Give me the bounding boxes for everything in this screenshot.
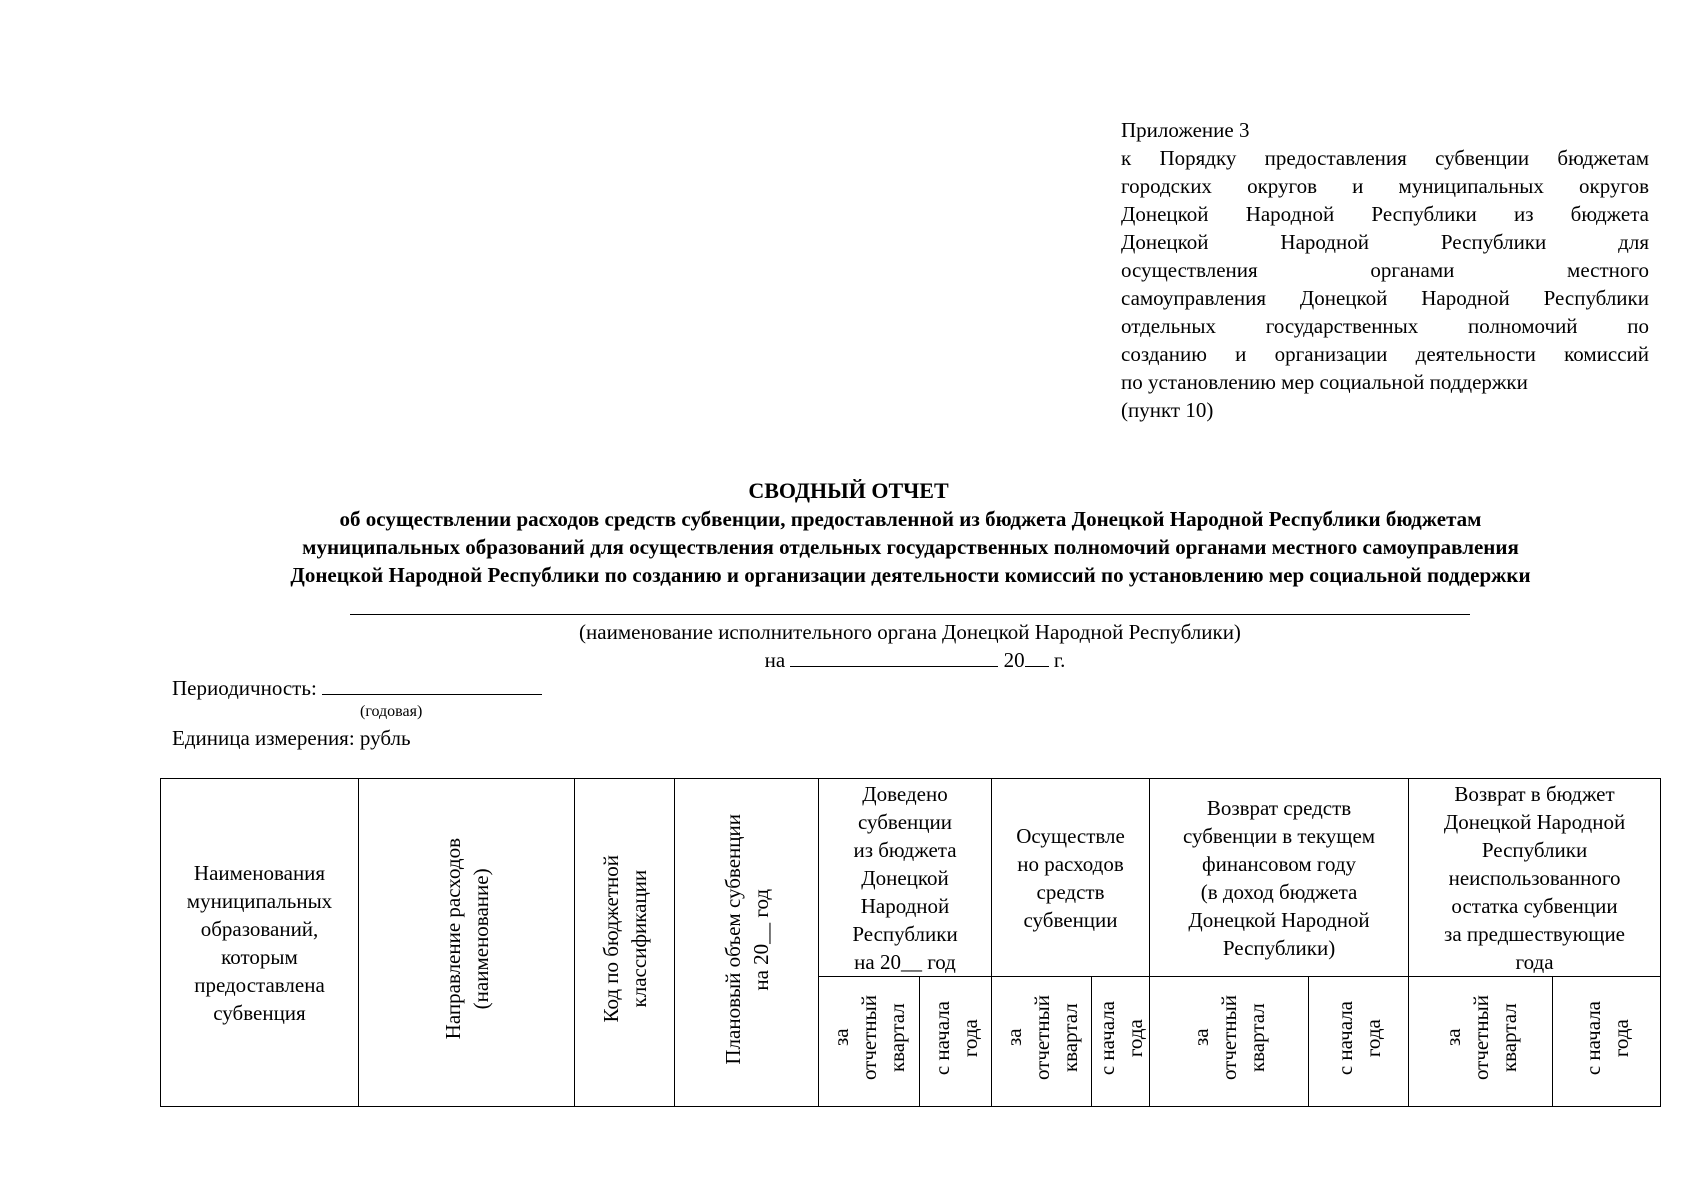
- header-budget-code-text: Код по бюджетной классификации: [598, 855, 651, 1023]
- unit-of-measure: Единица измерения: рубль: [172, 726, 411, 750]
- header-return-previous: Возврат в бюджет Донецкой Народной Республики неиспользованного остатка субвенции за предшествующие года: [1409, 779, 1661, 977]
- year-blank: [1025, 646, 1049, 667]
- date-suffix: г.: [1053, 648, 1066, 672]
- report-subtitle-line: Донецкой Народной Республики по созданию и организации деятельности комиссий по установлению мер социальной поддержки: [290, 563, 1531, 587]
- appendix-line: созданию и организации деятельности комиссий: [1121, 342, 1649, 366]
- org-name-underline: [350, 614, 1470, 615]
- appendix-line: к Порядку предоставления субвенции бюджетам: [1121, 146, 1649, 170]
- header-return-current: Возврат средств субвенции в текущем финансовом году (в доход бюджета Донецкой Народной Республики): [1150, 779, 1409, 977]
- periodicity-row: [172, 674, 542, 702]
- report-title: СВОДНЫЙ ОТЧЕТ: [748, 478, 949, 503]
- header-municipalities: [161, 779, 359, 1107]
- header-direction-text: Направление расходов (наименование): [440, 838, 493, 1040]
- header-planned-volume-text: Плановый объем субвенции на 20__ год: [720, 813, 773, 1065]
- appendix-title: Приложение 3: [1121, 118, 1250, 142]
- header-municipalities-text: Наименования муниципальных образований, которым предоставлена субвенция: [186, 860, 333, 1025]
- appendix-line: осуществления органами местного: [1121, 258, 1649, 282]
- report-subtitle-line: об осуществлении расходов средств субвенции, предоставленной из бюджета Донецкой Народной Республики бюджетам: [339, 507, 1482, 531]
- report-table: [160, 778, 1661, 1107]
- report-date-line: [0, 646, 1697, 674]
- appendix-point: (пункт 10): [1121, 398, 1214, 422]
- header-spent: Осуществле но расходов средств субвенции: [992, 779, 1150, 977]
- periodicity-label: Периодичность:: [172, 676, 317, 700]
- subheader-delivered-quarter: за отчетный квартал: [819, 977, 920, 1107]
- subheader-spent-quarter: за отчетный квартал: [992, 977, 1092, 1107]
- appendix-line: отдельных государственных полномочий по: [1121, 314, 1649, 338]
- appendix-line: городских округов и муниципальных округов: [1121, 174, 1649, 198]
- subheader-return-current-quarter: за отчетный квартал: [1150, 977, 1309, 1107]
- report-subtitle-line: муниципальных образований для осуществления отдельных государственных полномочий органами местного самоуправления: [302, 535, 1519, 559]
- header-planned-volume: [675, 779, 819, 1107]
- report-subtitle: [120, 505, 1697, 589]
- appendix-line: Донецкой Народной Республики для: [1121, 230, 1649, 254]
- header-delivered: Доведено субвенции из бюджета Донецкой Народной Республики на 20__ год: [819, 779, 992, 977]
- subheader-return-previous-quarter: за отчетный квартал: [1409, 977, 1553, 1107]
- table-header-row: [161, 779, 1661, 977]
- date-year-prefix: 20: [1003, 648, 1025, 672]
- header-budget-code: [575, 779, 675, 1107]
- appendix-line: по установлению мер социальной поддержки: [1121, 370, 1528, 394]
- subheader-delivered-year: с начала года: [920, 977, 992, 1107]
- subheader-return-previous-year: с начала года: [1553, 977, 1661, 1107]
- appendix-line: самоуправления Донецкой Народной Республики: [1121, 286, 1649, 310]
- periodicity-blank: [322, 674, 542, 695]
- subheader-return-current-year: с начала года: [1309, 977, 1409, 1107]
- periodicity-note: (годовая): [360, 703, 423, 720]
- header-direction: [359, 779, 575, 1107]
- date-blank: [790, 646, 998, 667]
- org-name-caption: (наименование исполнительного органа Донецкой Народной Республики): [579, 620, 1241, 644]
- appendix-block: [1121, 116, 1649, 424]
- appendix-line: Донецкой Народной Республики из бюджета: [1121, 202, 1649, 226]
- subheader-spent-year: с начала года: [1092, 977, 1150, 1107]
- date-prefix: на: [764, 648, 786, 672]
